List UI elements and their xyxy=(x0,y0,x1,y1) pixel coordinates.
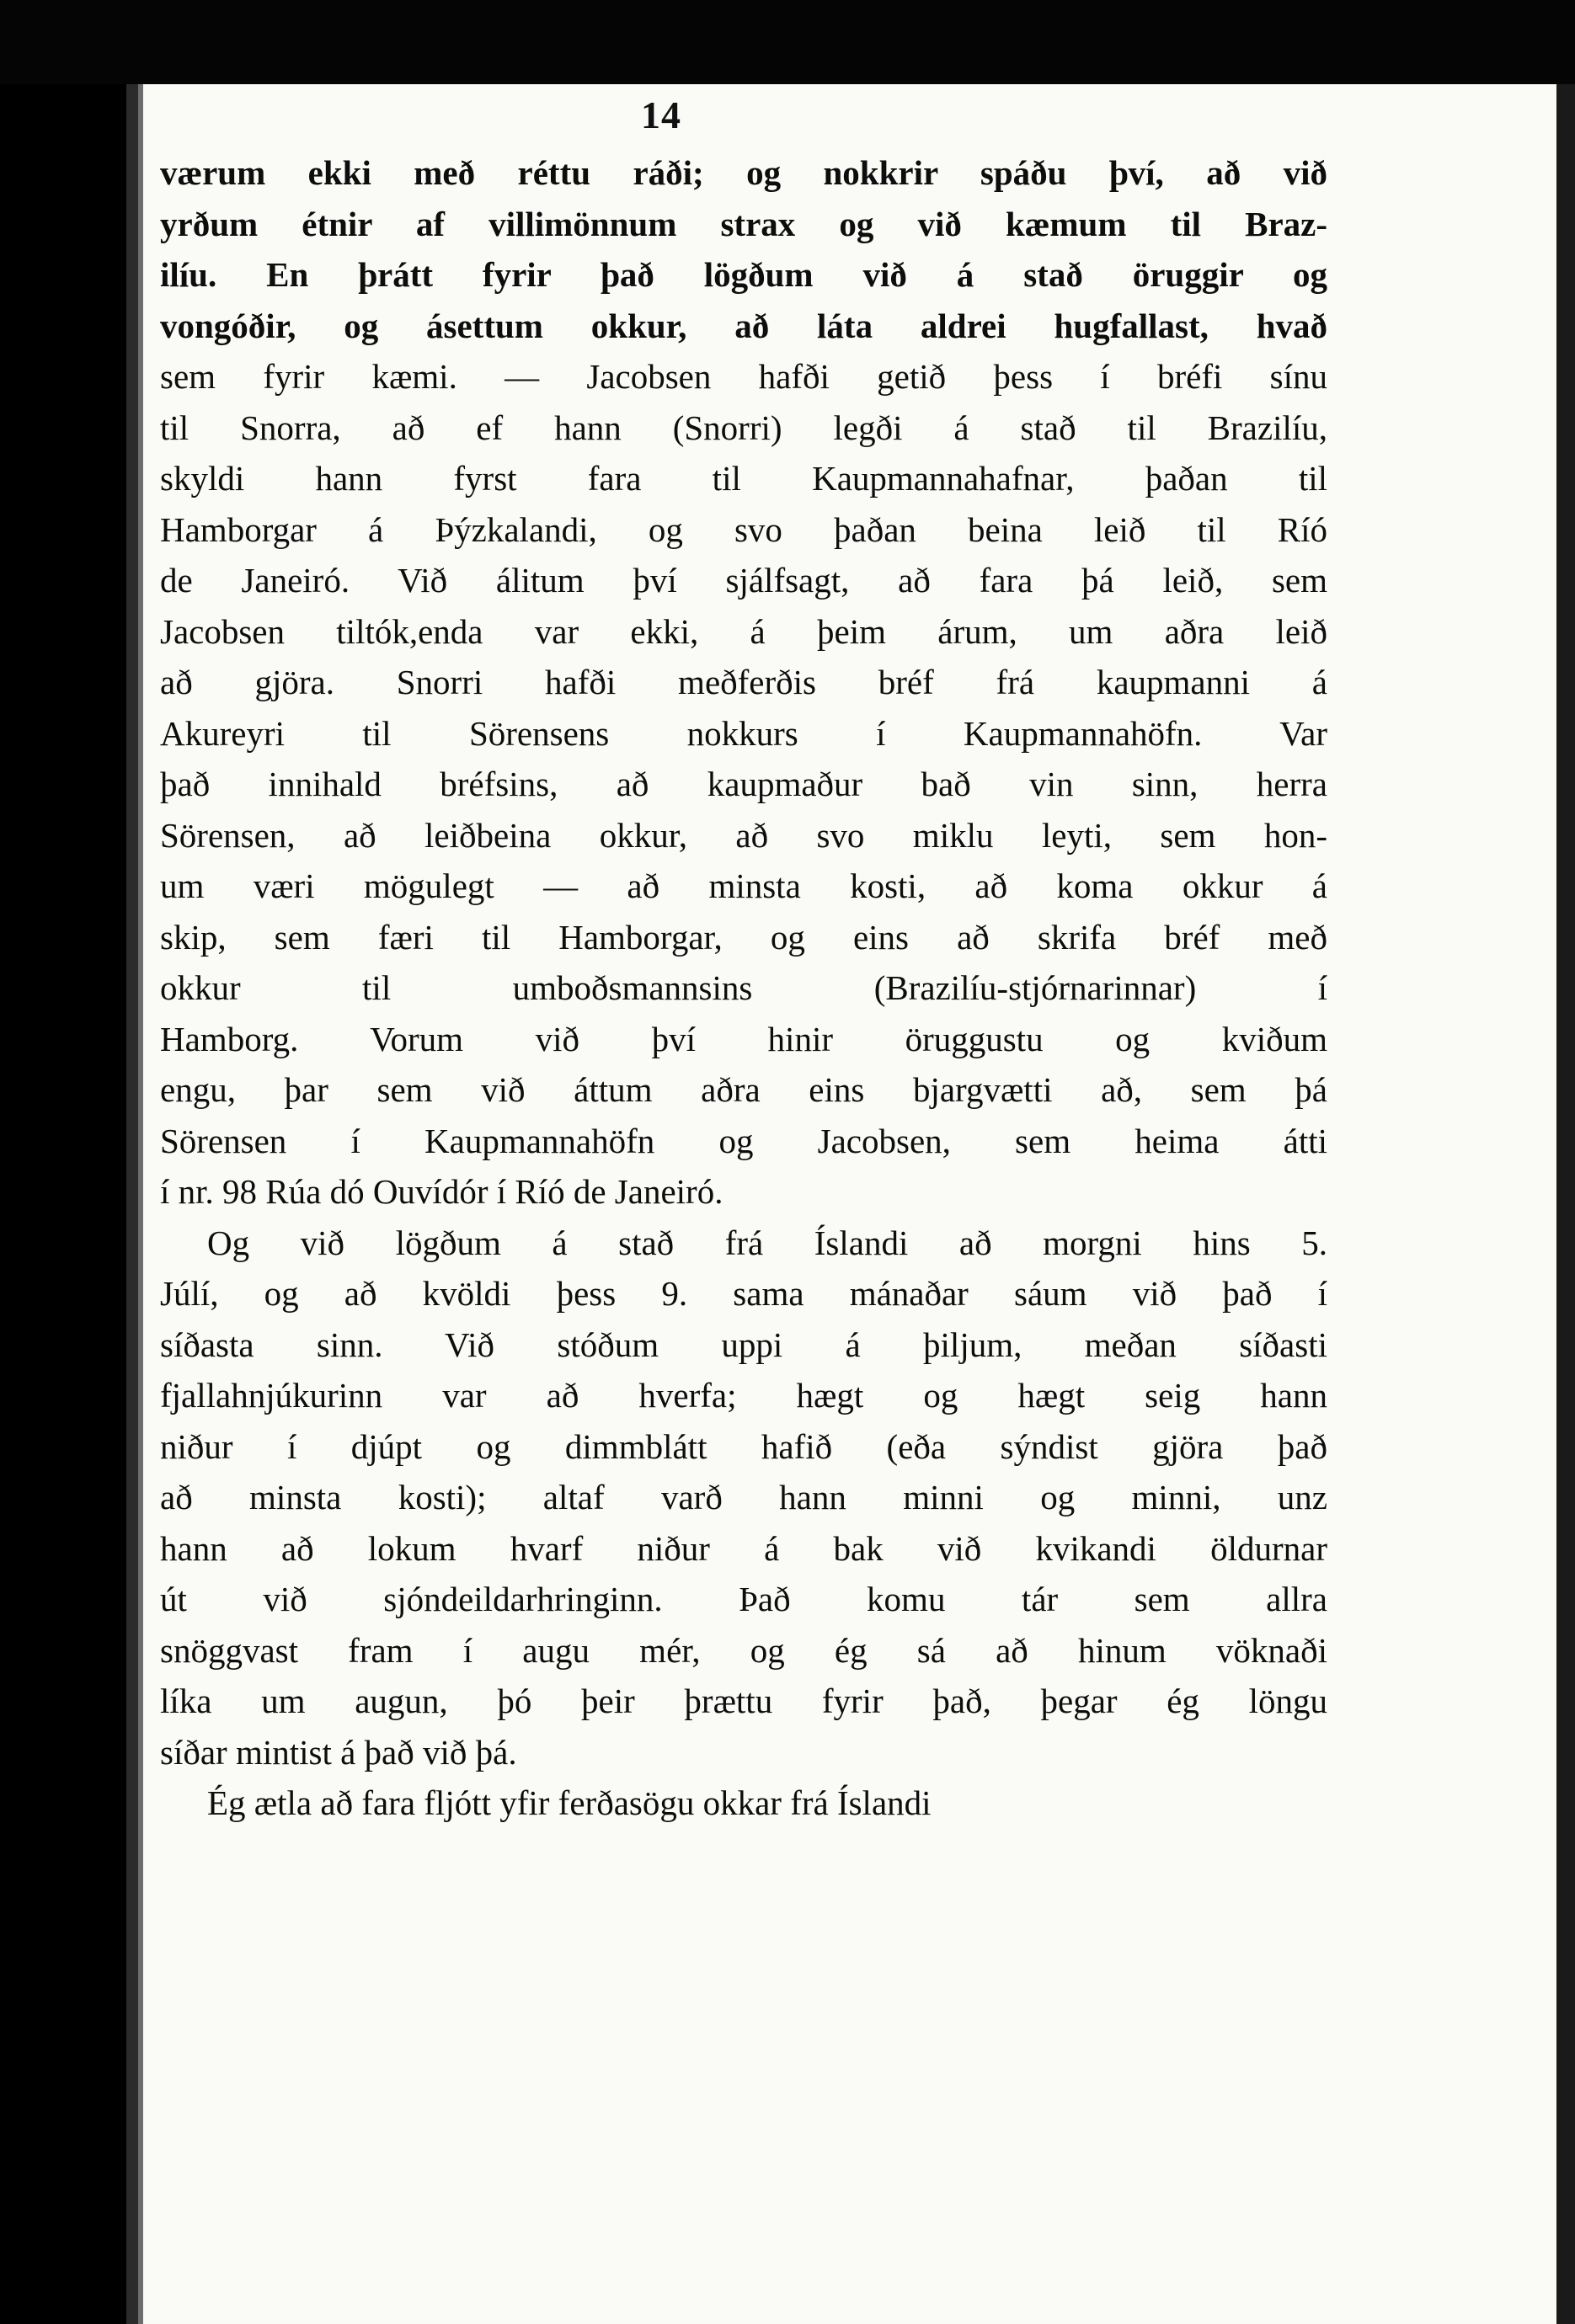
text-line: líka um augun, þó þeir þrættu fyrir það, þegar ég löngu xyxy=(160,1682,1327,1720)
text-line: ilíu. En þrátt fyrir það lögðum við á stað öruggir og xyxy=(160,255,1327,294)
text-line: Júlí, og að kvöldi þess 9. sama mánaðar sáum við það í xyxy=(160,1274,1327,1313)
text-line: skip, sem færi til Hamborgar, og eins að skrifa bréf með xyxy=(160,917,1327,957)
text-line: að minsta kosti); altaf varð hann minni og minni, unz xyxy=(160,1478,1327,1516)
text-line: að gjöra. Snorri hafði meðferðis bréf frá kaupmanni á xyxy=(160,663,1327,701)
text-line: síðar mintist á það við þá. xyxy=(160,1732,517,1772)
text-line: værum ekki með réttu ráði; og nokkrir spáðu því, að við xyxy=(160,153,1327,192)
text-line: fjallahnjúkurinn var að hverfa; hægt og hægt seig hann xyxy=(160,1376,1327,1415)
text-line: það innihald bréfsins, að kaupmaður bað vin sinn, herra xyxy=(160,765,1327,803)
text-line: út við sjóndeildarhringinn. Það komu tár sem allra xyxy=(160,1580,1327,1618)
text-line: sem fyrir kæmi. — Jacobsen hafði getið þess í bréfi sínu xyxy=(160,357,1327,396)
text-line: í nr. 98 Rúa dó Ouvídór í Ríó de Janeiró. xyxy=(160,1172,723,1211)
text-line: Sörensen, að leiðbeina okkur, að svo miklu leyti, sem hon- xyxy=(160,815,1327,855)
text-line: skyldi hann fyrst fara til Kaupmannahafnar, þaðan til xyxy=(160,459,1327,498)
text-line: snöggvast fram í augu mér, og ég sá að hinum vöknaði xyxy=(160,1630,1327,1670)
text-line: Og við lögðum á stað frá Íslandi að morgni hins 5. xyxy=(207,1223,1327,1262)
text-line: til Snorra, að ef hann (Snorri) legði á stað til Brazilíu, xyxy=(160,408,1327,447)
text-line: Ég ætla að fara fljótt yfir ferðasögu okkar frá Íslandi xyxy=(207,1783,932,1822)
text-line: Akureyri til Sörensens nokkurs í Kaupmannahöfn. Var xyxy=(160,713,1327,753)
text-line: niður í djúpt og dimmblátt hafið (eða sýndist gjöra það xyxy=(160,1426,1327,1466)
text-line: okkur til umboðsmannsins (Brazilíu-stjórnarinnar) í xyxy=(160,968,1327,1007)
text-line: de Janeiró. Við álitum því sjálfsagt, að fara þá leið, sem xyxy=(160,561,1327,600)
scan-right-edge xyxy=(1556,84,1575,2324)
text-line: síðasta sinn. Við stóðum uppi á þiljum, meðan síðasti xyxy=(160,1325,1327,1364)
body-text xyxy=(160,147,1327,1829)
text-line: engu, þar sem við áttum aðra eins bjargvætti að, sem þá xyxy=(160,1070,1327,1109)
text-line: vongóðir, og ásettum okkur, að láta aldrei hugfallast, hvað xyxy=(160,306,1327,345)
text-line: um væri mögulegt — að minsta kosti, að koma okkur á xyxy=(160,866,1327,905)
text-line: yrðum étnir af villimönnum strax og við kæmum til Braz- xyxy=(160,204,1327,243)
scan-top-border xyxy=(0,0,1575,84)
text-line: Jacobsen tiltók,enda var ekki, á þeim árum, um aðra leið xyxy=(160,611,1327,651)
page-number: 14 xyxy=(641,93,681,136)
text-line: Hamborg. Vorum við því hinir öruggustu og kviðum xyxy=(160,1019,1327,1058)
text-line: Sörensen í Kaupmannahöfn og Jacobsen, sem heima átti xyxy=(160,1121,1327,1160)
text-line: Hamborgar á Þýzkalandi, og svo þaðan beina leið til Ríó xyxy=(160,509,1327,549)
text-line: hann að lokum hvarf niður á bak við kvikandi öldurnar xyxy=(160,1528,1327,1568)
